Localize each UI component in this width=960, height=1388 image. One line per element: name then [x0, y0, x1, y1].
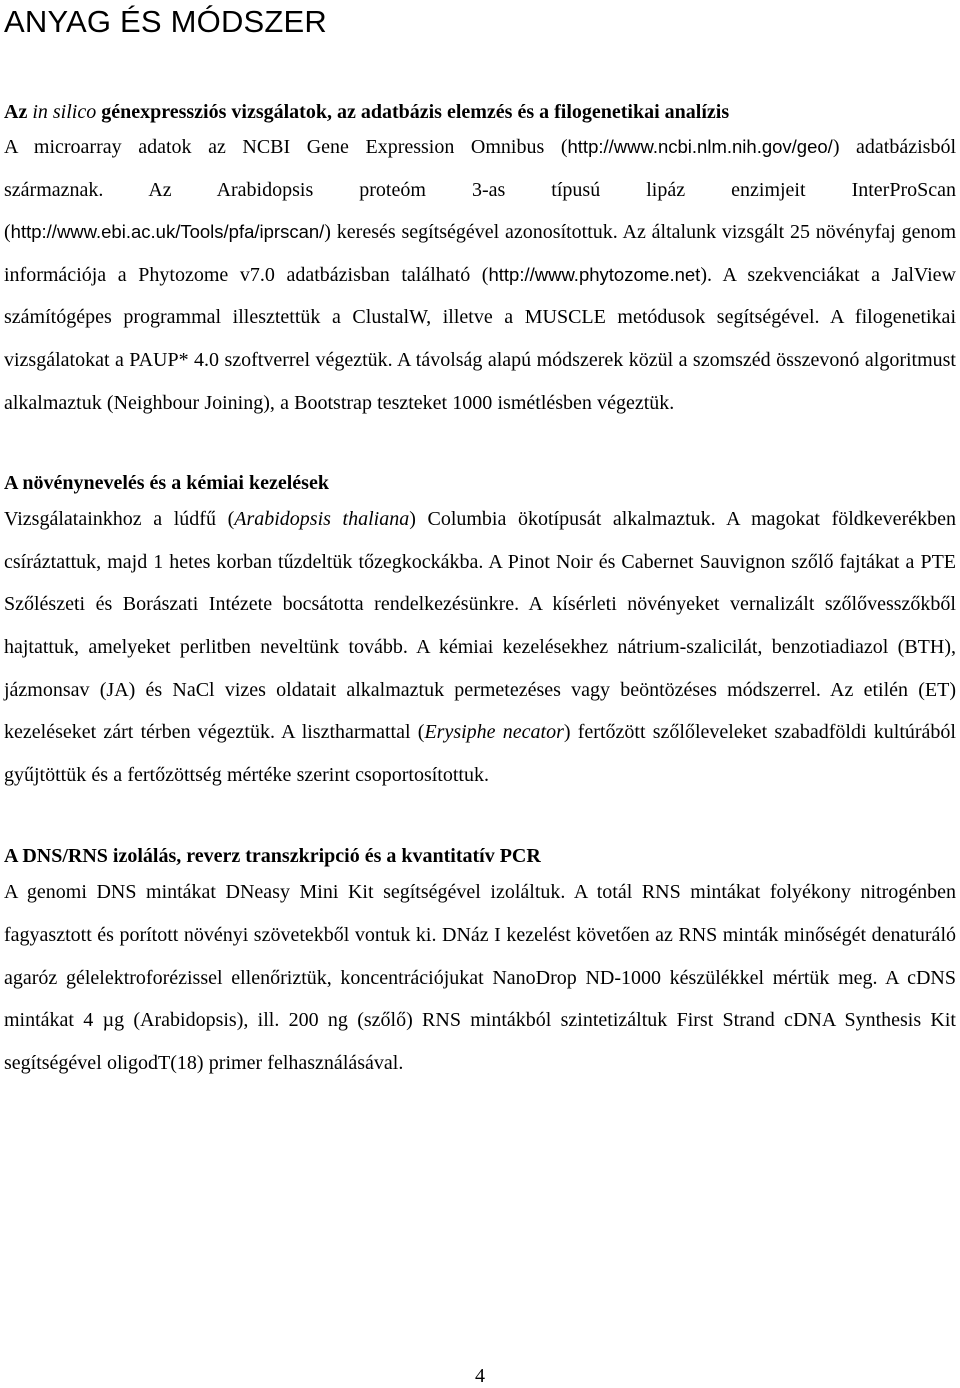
section-title-rest: génexpressziós vizsgálatok, az adatbázis elemzés és a filogenetikai analízis: [96, 101, 730, 123]
section-plant-growth: [4, 469, 956, 796]
paragraph-text: ) adatbázisból származnak. Az Arabidopsis proteóm 3-as típusú lipáz enzimjeit InterProScan (: [4, 136, 956, 244]
document-page: [4, 0, 956, 1084]
paragraph-text: ) fertőzött szőlőleveleket szabadföldi kultúrából gyűjtöttük és a fertőzöttség mértéke szerint csoportosítottuk.: [4, 721, 956, 786]
section-paragraph-plant-growth: [4, 498, 956, 796]
page-number: 4: [475, 1365, 485, 1387]
section-dna-rna: [4, 842, 956, 1084]
paragraph-text: ) Columbia ökotípusát alkalmaztuk. A magokat földkeverékben csíráztattuk, majd 1 hetes korban tűzdeltük tőzegkockákba. A Pinot Noir és Cabernet Sauvignon szőlő fajtákat a PTE Szőlészeti és Borászati Intézete bocsátotta rendelkezésünkre. A kísérleti növényeket vernalizált szőlővesszőkből hajtattuk, amelyeket perlitben neveltünk tovább. A kémiai kezelésekhez nátrium-szalicilát, benzotiadiazol (BTH), jázmonsav (JA) és NaCl vizes oldatait alkalmaztuk permetezéses vagy beöntözéses módszerrel. Az etilén (ET) kezeléseket zárt térben végeztük. A lisztharmattal (: [4, 508, 956, 744]
section-title-in-silico: [4, 98, 956, 126]
section-title-italic: in silico: [32, 101, 97, 123]
section-in-silico: [4, 98, 956, 424]
section-paragraph-in-silico: [4, 126, 956, 424]
section-title-dna-rna: A DNS/RNS izolálás, reverz transzkripció és a kvantitatív PCR: [4, 845, 541, 868]
paragraph-text: ) keresés segítségével azonosítottuk. Az általunk vizsgált 25 növényfaj genom információja a Phytozome v7.0 adatbázisban található (: [4, 221, 956, 286]
species-name: Erysiphe necator: [424, 721, 564, 744]
paragraph-text: ). A szekvenciákat a JalView számítógépes programmal illesztettük a ClustalW, illetve a MUSCLE metódusok segítségével. A filogenetikai vizsgálatokat a PAUP* 4.0 szoftverrel végeztük. A távolság alapú módszerek közül a szomszéd összevonó algoritmust alkalmaztuk (Neighbour Joining), a Bootstrap teszteket 1000 ismétlésben végeztük.: [4, 263, 956, 414]
page-heading: ANYAG ÉS MÓDSZER: [4, 4, 328, 39]
section-title-prefix: Az: [4, 101, 33, 123]
ncbi-geo-link[interactable]: http://www.ncbi.nlm.nih.gov/geo/: [567, 136, 833, 157]
phytozome-link[interactable]: http://www.phytozome.net: [488, 263, 701, 285]
paragraph-text: A microarray adatok az NCBI Gene Expression Omnibus (: [4, 136, 568, 158]
interproscan-link[interactable]: http://www.ebi.ac.uk/Tools/pfa/iprscan/: [10, 221, 325, 243]
species-name: Arabidopsis thaliana: [234, 508, 410, 531]
section-paragraph-dna-rna: A genomi DNS mintákat DNeasy Mini Kit segítségével izoláltuk. A totál RNS mintákat folyékony nitrogénben fagyasztott és porított növényi szövetekből vontuk ki. DNáz I kezelést követően az RNS minták minőségét denaturáló agaróz gélelektroforézissel ellenőriztük, koncentrációjukat NanoDrop ND-1000 készülékkel mértük meg. A cDNS mintákat 4 µg (Arabidopsis), ill. 200 ng (szőlő) RNS mintákból szintetizáltuk First Strand cDNA Synthesis Kit segítségével oligodT(18) primer felhasználásával.: [4, 881, 956, 1074]
section-title-plant-growth: A növénynevelés és a kémiai kezelések: [4, 472, 329, 495]
paragraph-text: Vizsgálatainkhoz a lúdfű (: [4, 508, 235, 531]
